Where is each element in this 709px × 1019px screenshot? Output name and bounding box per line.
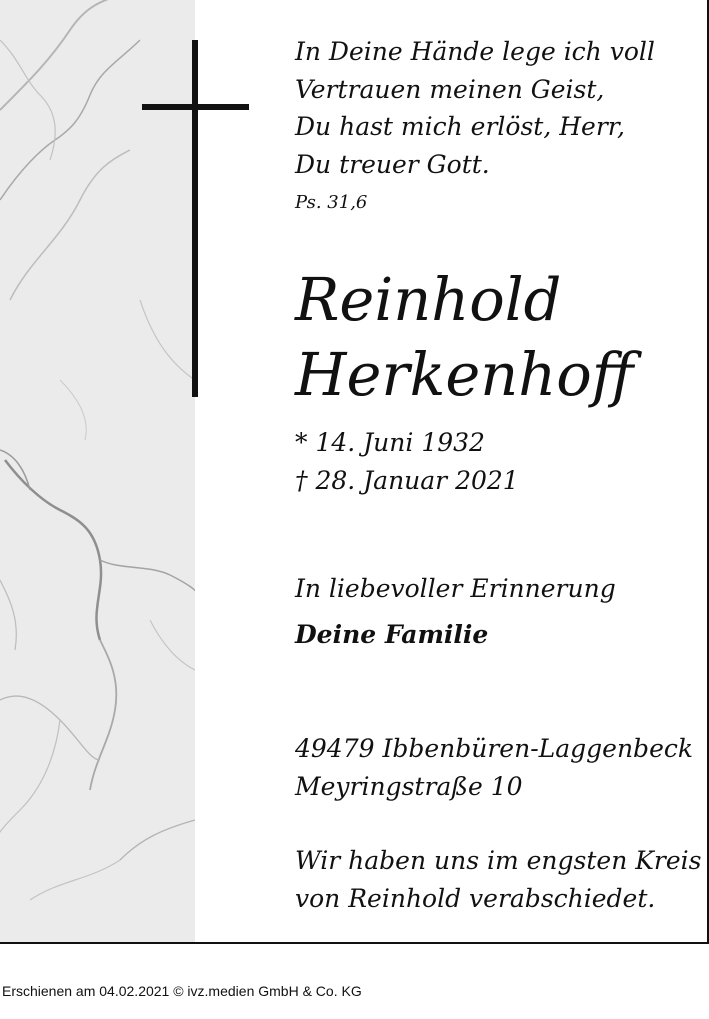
verse-reference: Ps. 31,6 [295, 192, 368, 213]
closing-line: Wir haben uns im engsten Kreis [295, 846, 702, 875]
last-name: Herkenhoff [295, 340, 634, 409]
address-block [295, 730, 693, 806]
address-city: 49479 Ibbenbüren-Laggenbeck [295, 734, 694, 763]
birth-date: * 14. Juni 1932 [295, 428, 485, 457]
bible-verse [295, 33, 655, 183]
marble-texture [0, 0, 195, 942]
memorial-line: In liebevoller Erinnerung [295, 574, 616, 603]
latin-cross-icon [192, 40, 198, 397]
verse-line: Vertrauen meinen Geist, [295, 74, 605, 104]
verse-line: In Deine Hände lege ich voll [295, 37, 655, 66]
marble-veins [0, 0, 195, 942]
deceased-name [295, 262, 634, 412]
verse-line: Du hast mich erlöst, Herr, [295, 112, 625, 141]
verse-line: Du treuer Gott. [295, 149, 490, 179]
closing-line: von Reinhold verabschiedet. [295, 884, 656, 913]
cross-crossbar [142, 104, 249, 110]
address-street: Meyringstraße 10 [295, 772, 523, 801]
closing-note [295, 842, 702, 918]
death-date: † 28. Januar 2021 [295, 466, 519, 495]
first-name: Reinhold [295, 265, 562, 334]
family-signature: Deine Familie [295, 620, 489, 649]
life-dates [295, 424, 519, 500]
publication-footer: Erschienen am 04.02.2021 © ivz.medien GmbH & Co. KG [2, 983, 362, 999]
